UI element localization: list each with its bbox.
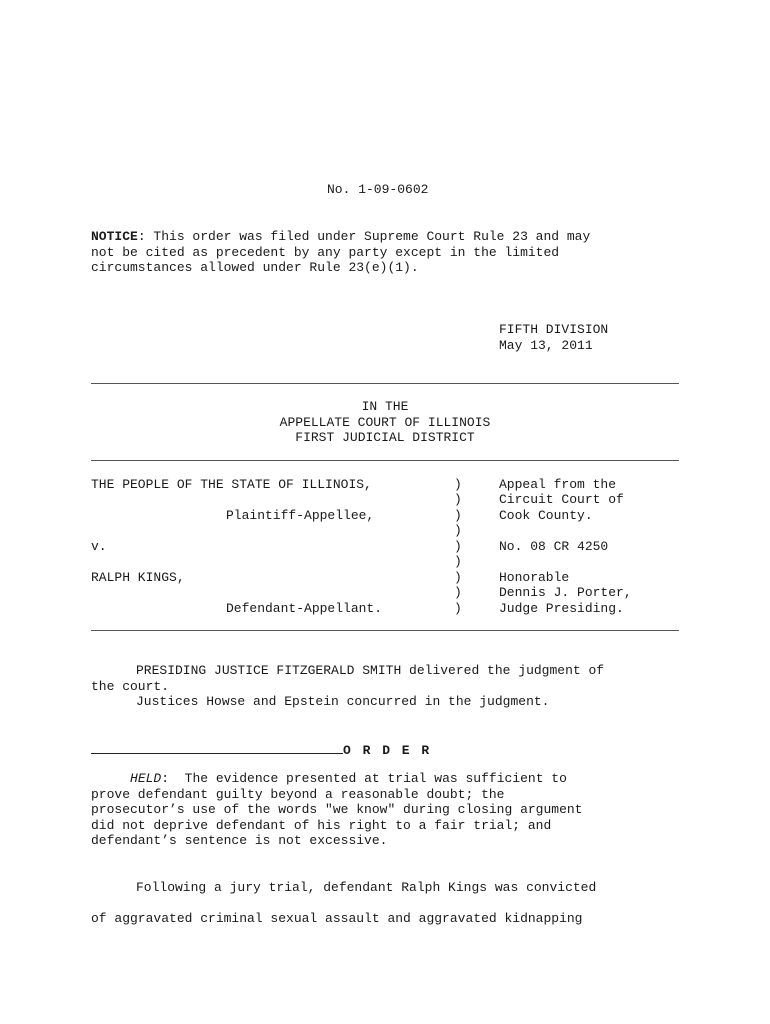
court-heading-line-1: IN THE bbox=[361, 399, 409, 414]
judgment-line-1: PRESIDING JUSTICE FITZGERALD SMITH delivered the judgment of bbox=[136, 663, 605, 678]
trial-case-number: No. 08 CR 4250 bbox=[499, 539, 609, 554]
defendant-name: RALPH KINGS, bbox=[91, 570, 185, 585]
divider-middle bbox=[91, 460, 679, 461]
appeal-line-3: Cook County. bbox=[499, 508, 593, 523]
judge-line-2: Dennis J. Porter, bbox=[499, 585, 632, 600]
judgment-line-2: the court. bbox=[91, 679, 170, 694]
order-heading-text: O R D E R bbox=[343, 743, 432, 758]
body-line-2: of aggravated criminal sexual assault and aggravated kidnapping bbox=[91, 911, 583, 926]
held-label: HELD bbox=[130, 771, 162, 786]
appeal-line-2: Circuit Court of bbox=[499, 492, 624, 507]
defendant-role: Defendant-Appellant. bbox=[226, 601, 383, 616]
caption-paren: ) bbox=[454, 477, 462, 492]
notice-line-1: : This order was filed under Supreme Court Rule 23 and may bbox=[137, 229, 591, 244]
judgment-line-3: Justices Howse and Epstein concurred in the judgment. bbox=[136, 694, 550, 709]
division: FIFTH DIVISION bbox=[499, 322, 609, 337]
caption-paren: ) bbox=[454, 601, 462, 616]
case-number: No. 1-09-0602 bbox=[327, 182, 429, 197]
held-paragraph bbox=[91, 771, 582, 849]
judge-line-3: Judge Presiding. bbox=[499, 601, 624, 616]
caption-paren: ) bbox=[454, 508, 462, 523]
appeal-line-1: Appeal from the bbox=[499, 477, 617, 492]
court-heading-line-2: APPELLATE COURT OF ILLINOIS bbox=[279, 415, 491, 430]
caption-paren: ) bbox=[454, 585, 462, 600]
held-line-2: prove defendant guilty beyond a reasonable doubt; the bbox=[91, 786, 505, 802]
body-line-1: Following a jury trial, defendant Ralph Kings was convicted bbox=[136, 880, 597, 895]
versus: v. bbox=[91, 539, 107, 554]
plaintiff-name: THE PEOPLE OF THE STATE OF ILLINOIS, bbox=[91, 477, 372, 492]
notice-line-3: circumstances allowed under Rule 23(e)(1). bbox=[91, 260, 419, 275]
caption-paren: ) bbox=[454, 523, 462, 538]
caption-paren: ) bbox=[454, 554, 462, 569]
notice-paragraph bbox=[91, 229, 590, 276]
notice-label: NOTICE bbox=[91, 229, 138, 244]
court-heading-line-3: FIRST JUDICIAL DISTRICT bbox=[295, 430, 475, 445]
caption-paren: ) bbox=[454, 539, 462, 554]
held-line-4: did not deprive defendant of his right to a fair trial; and bbox=[91, 817, 552, 833]
held-line-5: defendant’s sentence is not excessive. bbox=[91, 833, 388, 848]
order-heading-underline bbox=[91, 740, 343, 754]
divider-top bbox=[91, 383, 679, 384]
caption-paren: ) bbox=[454, 570, 462, 585]
order-heading bbox=[91, 740, 431, 759]
notice-line-2: not be cited as precedent by any party except in the limited bbox=[91, 244, 560, 260]
filing-date: May 13, 2011 bbox=[499, 338, 593, 353]
divider-bottom bbox=[91, 630, 679, 631]
judge-line-1: Honorable bbox=[499, 570, 570, 585]
caption-paren: ) bbox=[454, 492, 462, 507]
held-line-3: prosecutor’s use of the words "we know" during closing argument bbox=[91, 802, 583, 817]
plaintiff-role: Plaintiff-Appellee, bbox=[226, 508, 375, 523]
held-line-1: : The evidence presented at trial was sufficient to bbox=[161, 771, 567, 786]
